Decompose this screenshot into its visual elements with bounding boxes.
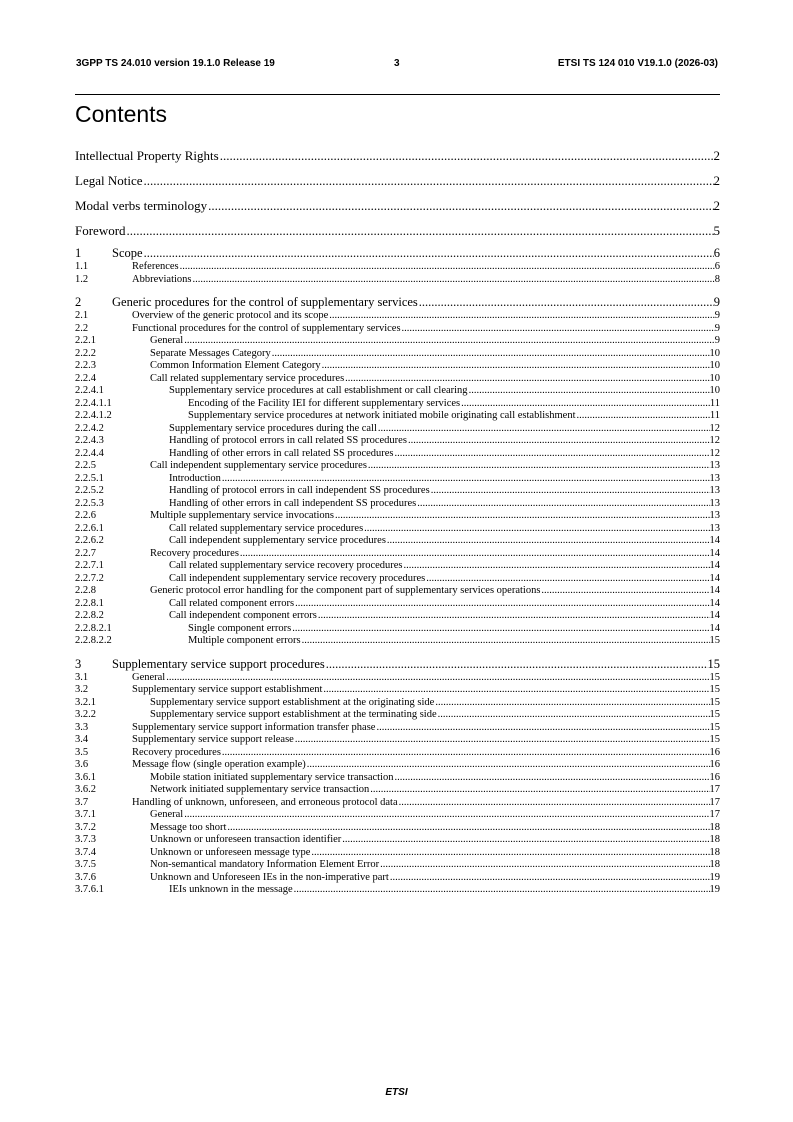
toc-entry-title: Unknown and Unforeseen IEs in the non-imperative part	[150, 871, 389, 883]
toc-entry-page: 13	[709, 460, 720, 471]
toc-entry-title: Legal Notice	[75, 173, 143, 188]
toc-entry-number: 3.7.6	[75, 871, 96, 883]
toc-entry-page: 2	[713, 148, 720, 163]
toc-entry-leader-dots	[380, 859, 709, 872]
toc-entry-title: Multiple component errors	[188, 635, 301, 646]
toc-entry-number: 3.7.5	[75, 859, 96, 870]
toc-entry-leader-dots	[180, 261, 715, 274]
toc-entry-leader-dots	[342, 834, 709, 847]
toc-entry[interactable]	[75, 385, 720, 398]
toc-entry[interactable]	[75, 373, 720, 386]
toc-entry-title: Handling of protocol errors in call related SS procedures	[169, 435, 407, 446]
toc-entry[interactable]	[75, 809, 720, 822]
toc-entry-page: 15	[709, 734, 720, 745]
toc-entry-page: 15	[709, 696, 720, 708]
header-divider	[75, 94, 720, 95]
toc-entry-page: 14	[709, 610, 720, 621]
toc-entry[interactable]	[75, 635, 720, 648]
toc-entry-title: Multiple supplementary service invocations	[150, 510, 334, 521]
toc-entry-number: 3.1	[75, 671, 89, 683]
toc-entry-page: 12	[709, 435, 720, 446]
toc-entry-page: 14	[709, 547, 720, 559]
toc-section-1	[75, 245, 720, 286]
toc-entry-title: Unknown or unforeseen transaction identifier	[150, 834, 342, 845]
toc-entry-page: 19	[709, 884, 720, 895]
toc-entry-leader-dots	[272, 348, 710, 361]
toc-entry-page: 2	[713, 198, 720, 213]
toc-entry-title: Supplementary service support information transfer phase	[132, 721, 376, 733]
toc-entry-title: General	[150, 335, 184, 346]
toc-entry-page: 9	[714, 335, 720, 346]
toc-entry-title: Scope	[112, 246, 143, 260]
toc-entry-leader-dots	[144, 245, 714, 261]
toc-entry-title: Call related component errors	[169, 597, 295, 609]
toc-entry-number: 3.5	[75, 746, 89, 758]
header-page-number: 3	[394, 58, 400, 69]
toc-entry[interactable]	[75, 759, 720, 772]
toc-entry-leader-dots	[399, 797, 710, 810]
toc-entry-leader-dots	[184, 335, 715, 348]
toc-entry[interactable]	[75, 145, 720, 170]
toc-entry[interactable]	[75, 410, 720, 423]
toc-entry[interactable]	[75, 859, 720, 872]
toc-entry-title: Introduction	[169, 472, 221, 484]
toc-entry-number: 2.2.5.1	[75, 472, 104, 484]
toc-entry-page: 15	[709, 635, 720, 646]
toc-entry-number: 2.2.4.3	[75, 435, 104, 446]
toc-entry-leader-dots	[435, 697, 709, 710]
toc-entry-title: General	[150, 809, 184, 820]
toc-entry-leader-dots	[240, 548, 710, 561]
header-etsi-reference: ETSI TS 124 010 V19.1.0 (2026-03)	[557, 58, 718, 69]
toc-entry-leader-dots	[295, 598, 709, 611]
toc-entry-number: 3	[75, 656, 82, 671]
toc-entry-page: 17	[709, 796, 720, 808]
toc-entry-title: Generic procedures for the control of supplementary services	[112, 295, 418, 309]
toc-entry-leader-dots	[322, 360, 710, 373]
toc-entry-page: 13	[709, 485, 720, 496]
toc-entry[interactable]	[75, 170, 720, 195]
toc-entry-number: 2.2.4.1	[75, 385, 104, 396]
toc-entry-title: Overview of the generic protocol and its scope	[132, 310, 329, 321]
toc-entry[interactable]	[75, 535, 720, 548]
toc-entry[interactable]	[75, 709, 720, 722]
toc-entry-leader-dots	[295, 734, 710, 747]
toc-entry-number: 3.7.4	[75, 846, 96, 858]
toc-entry-page: 16	[709, 771, 720, 783]
toc-entry-page: 18	[709, 859, 720, 870]
toc-entry-page: 10	[709, 385, 720, 396]
toc-entry-page: 9	[714, 322, 720, 334]
toc-entry-leader-dots	[335, 510, 710, 523]
toc-entry[interactable]	[75, 220, 720, 245]
toc-entry-title: Modal verbs terminology	[75, 198, 208, 213]
toc-entry[interactable]	[75, 245, 720, 261]
toc-entry-title: Supplementary service procedures during the call	[169, 422, 377, 434]
toc-entry-number: 2.2.4.1.1	[75, 397, 112, 409]
footer-etsi: ETSI	[385, 1087, 408, 1098]
toc-section-3	[75, 656, 720, 897]
table-of-contents	[75, 145, 720, 897]
toc-entry-number: 2.1	[75, 310, 89, 321]
toc-entry[interactable]	[75, 747, 720, 760]
toc-entry-leader-dots	[364, 523, 709, 536]
header-spec-version: 3GPP TS 24.010 version 19.1.0 Release 19	[76, 58, 275, 69]
toc-entry-title: Single component errors	[188, 622, 292, 634]
toc-entry-title: Recovery procedures	[132, 746, 221, 758]
toc-entry-page: 11	[709, 410, 720, 421]
toc-entry-number: 2.2.7	[75, 547, 96, 559]
toc-entry-title: Call independent component errors	[169, 610, 317, 621]
toc-entry-leader-dots	[144, 170, 714, 192]
toc-entry-number: 2.2.1	[75, 335, 96, 346]
toc-entry-title: Separate Messages Category	[150, 347, 271, 359]
toc-entry-page: 17	[709, 809, 720, 820]
toc-entry-page: 12	[709, 422, 720, 434]
toc-entry[interactable]	[75, 834, 720, 847]
toc-entry-leader-dots	[394, 772, 709, 785]
toc-entry[interactable]	[75, 872, 720, 885]
toc-entry-page: 14	[709, 585, 720, 596]
toc-entry[interactable]	[75, 684, 720, 697]
toc-entry-number: 3.7.3	[75, 834, 96, 845]
toc-entry[interactable]	[75, 784, 720, 797]
toc-entry-title: General	[132, 671, 166, 683]
toc-entry-page: 15	[709, 709, 720, 720]
toc-entry-title: Supplementary service support procedures	[112, 656, 325, 671]
toc-entry-page: 15	[709, 671, 720, 683]
toc-entry[interactable]	[75, 323, 720, 336]
toc-entry-leader-dots	[311, 847, 709, 860]
toc-entry[interactable]	[75, 435, 720, 448]
toc-entry-number: 2.2.7.2	[75, 572, 104, 584]
toc-entry-leader-dots	[370, 784, 709, 797]
toc-entry-leader-dots	[378, 423, 710, 436]
toc-entry-leader-dots	[402, 323, 715, 336]
toc-entry-page: 13	[709, 497, 720, 509]
toc-entry[interactable]	[75, 697, 720, 710]
toc-entry-leader-dots	[227, 822, 709, 835]
toc-entry-leader-dots	[307, 759, 710, 772]
toc-entry-title: Supplementary service support establishment at the terminating side	[150, 709, 437, 720]
toc-entry[interactable]	[75, 585, 720, 598]
toc-entry-page: 13	[709, 472, 720, 484]
toc-entry-leader-dots	[376, 722, 709, 735]
toc-entry-title: Functional procedures for the control of supplementary services	[132, 322, 401, 334]
toc-entry-number: 3.4	[75, 734, 89, 745]
toc-entry[interactable]	[75, 460, 720, 473]
toc-entry[interactable]	[75, 573, 720, 586]
toc-entry-number: 2.2.8.2.1	[75, 622, 112, 634]
page-title: Contents	[75, 101, 168, 127]
toc-entry-leader-dots	[541, 585, 709, 598]
toc-entry-title: Common Information Element Category	[150, 360, 321, 371]
toc-entry-page: 10	[709, 347, 720, 359]
toc-entry[interactable]	[75, 610, 720, 623]
toc-entry-page: 18	[709, 821, 720, 833]
toc-entry-page: 14	[709, 622, 720, 634]
toc-entry-leader-dots	[166, 672, 709, 685]
toc-entry[interactable]	[75, 734, 720, 747]
toc-entry-page: 12	[709, 447, 720, 459]
toc-entry-number: 3.6	[75, 759, 89, 770]
toc-entry-number: 3.3	[75, 721, 89, 733]
toc-entry-leader-dots	[469, 385, 710, 398]
toc-entry-title: Abbreviations	[132, 273, 192, 285]
toc-entry-leader-dots	[395, 448, 710, 461]
toc-entry-number: 2.2.5.3	[75, 497, 104, 509]
toc-entry-title: IEIs unknown in the message	[169, 884, 293, 895]
toc-entry-number: 2.2.2	[75, 347, 96, 359]
toc-entry[interactable]	[75, 398, 720, 411]
toc-entry-page: 13	[709, 522, 720, 534]
toc-entry-title: Intellectual Property Rights	[75, 148, 219, 163]
toc-entry-number: 3.7.2	[75, 821, 96, 833]
toc-entry[interactable]	[75, 473, 720, 486]
toc-entry-number: 2	[75, 295, 82, 309]
toc-entry-page: 5	[713, 223, 720, 238]
toc-entry-number: 2.2.4	[75, 372, 96, 384]
toc-entry[interactable]	[75, 672, 720, 685]
toc-entry-page: 6	[713, 246, 720, 260]
toc-entry-leader-dots	[318, 610, 710, 623]
toc-entry[interactable]	[75, 822, 720, 835]
toc-entry-title: Network initiated supplementary service transaction	[150, 784, 370, 795]
toc-entry-page: 19	[709, 871, 720, 883]
toc-entry-title: References	[132, 261, 179, 272]
toc-entry-number: 1.1	[75, 261, 89, 272]
toc-entry[interactable]	[75, 510, 720, 523]
toc-entry-title: Supplementary service procedures at network initiated mobile originating call establishment	[188, 410, 576, 421]
toc-entry[interactable]	[75, 423, 720, 436]
toc-entry-leader-dots	[220, 145, 714, 167]
toc-entry-title: Call related supplementary service procedures	[150, 372, 345, 384]
toc-entry-leader-dots	[461, 398, 710, 411]
toc-entry-page: 14	[709, 560, 720, 571]
toc-entry-leader-dots	[404, 560, 710, 573]
toc-entry-title: Supplementary service support release	[132, 734, 294, 745]
toc-entry-page: 15	[709, 721, 720, 733]
toc-entry[interactable]	[75, 310, 720, 323]
toc-entry-title: Supplementary service support establishment at the originating side	[150, 696, 435, 708]
toc-entry[interactable]	[75, 772, 720, 785]
toc-entry[interactable]	[75, 195, 720, 220]
toc-entry[interactable]	[75, 485, 720, 498]
toc-entry-leader-dots	[292, 623, 709, 636]
toc-entry-number: 2.2.3	[75, 360, 96, 371]
toc-entry-page: 15	[709, 684, 720, 695]
toc-entry-leader-dots	[222, 747, 710, 760]
toc-entry-title: Generic protocol error handling for the component part of supplementary services operations	[150, 585, 541, 596]
toc-entry[interactable]	[75, 548, 720, 561]
toc-entry[interactable]	[75, 294, 720, 310]
toc-entry[interactable]	[75, 884, 720, 897]
toc-entry-number: 2.2.6	[75, 510, 96, 521]
toc-entry[interactable]	[75, 623, 720, 636]
toc-entry-leader-dots	[323, 684, 709, 697]
toc-entry-title: Non-semantical mandatory Information Element Error	[150, 859, 380, 870]
toc-entry-leader-dots	[329, 310, 715, 323]
toc-entry[interactable]	[75, 656, 720, 672]
toc-entry-leader-dots	[431, 485, 710, 498]
toc-entry-number: 1.2	[75, 273, 89, 285]
toc-entry-number: 2.2.6.2	[75, 535, 104, 546]
toc-entry[interactable]	[75, 847, 720, 860]
toc-entry-number: 3.7.6.1	[75, 884, 104, 895]
toc-entry-page: 9	[713, 295, 720, 309]
toc-entry-number: 2.2.5.2	[75, 485, 104, 496]
toc-entry-title: Handling of protocol errors in call independent SS procedures	[169, 485, 430, 496]
toc-entry-number: 2.2.7.1	[75, 560, 104, 571]
toc-entry-number: 3.2.1	[75, 696, 96, 708]
toc-entry-page: 13	[709, 510, 720, 521]
toc-entry-leader-dots	[294, 884, 710, 897]
toc-entry-number: 3.7	[75, 796, 89, 808]
toc-entry-number: 2.2.5	[75, 460, 96, 471]
toc-entry-leader-dots	[390, 872, 710, 885]
toc-entry-number: 2.2	[75, 322, 89, 334]
toc-entry-title: Message too short	[150, 821, 227, 833]
toc-entry-title: Supplementary service support establishment	[132, 684, 323, 695]
toc-entry-leader-dots	[193, 274, 715, 287]
toc-entry[interactable]	[75, 448, 720, 461]
toc-entry-page: 14	[709, 535, 720, 546]
toc-entry[interactable]	[75, 274, 720, 287]
toc-entry-title: Call independent supplementary service procedures	[150, 460, 367, 471]
toc-entry-leader-dots	[345, 373, 709, 386]
toc-entry-title: Foreword	[75, 223, 126, 238]
toc-section-2	[75, 294, 720, 648]
toc-entry[interactable]	[75, 261, 720, 274]
toc-entry-page: 14	[709, 572, 720, 584]
toc-entry-number: 3.2.2	[75, 709, 96, 720]
toc-entry-number: 2.2.8	[75, 585, 96, 596]
toc-entry-number: 2.2.4.2	[75, 422, 104, 434]
toc-entry-title: Handling of other errors in call related SS procedures	[169, 447, 394, 459]
toc-entry-number: 2.2.8.2	[75, 610, 104, 621]
toc-entry-title: Call related supplementary service recovery procedures	[169, 560, 403, 571]
toc-entry-number: 3.2	[75, 684, 89, 695]
toc-entry-title: Handling of other errors in call independent SS procedures	[169, 497, 417, 509]
toc-entry-page: 14	[709, 597, 720, 609]
toc-entry-title: Mobile station initiated supplementary service transaction	[150, 771, 394, 783]
toc-entry-title: Message flow (single operation example)	[132, 759, 306, 770]
toc-entry-number: 2.2.8.2.2	[75, 635, 112, 646]
toc-entry[interactable]	[75, 523, 720, 536]
toc-entry-page: 18	[709, 834, 720, 845]
toc-entry-leader-dots	[577, 410, 710, 423]
toc-entry-leader-dots	[184, 809, 709, 822]
toc-entry-number: 2.2.4.1.2	[75, 410, 112, 421]
toc-entry-title: Call independent supplementary service recovery procedures	[169, 572, 426, 584]
toc-entry-page: 17	[709, 784, 720, 795]
toc-entry-page: 16	[709, 746, 720, 758]
toc-entry-leader-dots	[387, 535, 710, 548]
toc-entry-leader-dots	[326, 656, 708, 672]
toc-entry-title: Call independent supplementary service procedures	[169, 535, 386, 546]
toc-entry-number: 3.7.1	[75, 809, 96, 820]
toc-entry[interactable]	[75, 560, 720, 573]
toc-entry[interactable]	[75, 335, 720, 348]
toc-entry-leader-dots	[368, 460, 710, 473]
toc-entry-title: Supplementary service procedures at call establishment or call clearing	[169, 385, 468, 396]
toc-entry-page: 2	[713, 173, 720, 188]
toc-entry-leader-dots	[127, 220, 714, 242]
toc-entry-number: 3.6.2	[75, 784, 96, 795]
toc-entry-page: 10	[709, 372, 720, 384]
toc-entry-number: 1	[75, 246, 82, 260]
toc-entry[interactable]	[75, 498, 720, 511]
toc-entry-leader-dots	[417, 498, 709, 511]
toc-entry-page: 10	[709, 360, 720, 371]
toc-entry-number: 2.2.6.1	[75, 522, 104, 534]
toc-entry-leader-dots	[408, 435, 710, 448]
toc-entry-leader-dots	[222, 473, 710, 486]
toc-entry-page: 16	[709, 759, 720, 770]
toc-entry[interactable]	[75, 348, 720, 361]
toc-entry[interactable]	[75, 797, 720, 810]
toc-entry-title: Recovery procedures	[150, 547, 239, 559]
toc-entry[interactable]	[75, 598, 720, 611]
toc-entry-title: Encoding of the Facility IEI for different supplementary services	[188, 397, 461, 409]
toc-entry-title: Unknown or unforeseen message type	[150, 846, 311, 858]
toc-entry-page: 8	[714, 273, 720, 285]
toc-entry-page: 6	[714, 261, 720, 272]
toc-entry-number: 2.2.8.1	[75, 597, 104, 609]
toc-entry[interactable]	[75, 360, 720, 373]
toc-entry-page: 9	[714, 310, 720, 321]
toc-preamble	[75, 145, 720, 245]
toc-entry-title: Call related supplementary service procedures	[169, 522, 364, 534]
toc-entry-leader-dots	[426, 573, 709, 586]
toc-entry-leader-dots	[208, 195, 713, 217]
toc-entry-leader-dots	[419, 294, 714, 310]
toc-entry-number: 3.6.1	[75, 771, 96, 783]
toc-entry-number: 2.2.4.4	[75, 447, 104, 459]
toc-entry-page: 18	[709, 846, 720, 858]
toc-entry-leader-dots	[302, 635, 710, 648]
toc-entry-leader-dots	[438, 709, 710, 722]
toc-entry[interactable]	[75, 722, 720, 735]
toc-entry-page: 15	[707, 656, 720, 671]
toc-entry-title: Handling of unknown, unforeseen, and erroneous protocol data	[132, 796, 398, 808]
toc-entry-page: 11	[709, 397, 720, 409]
